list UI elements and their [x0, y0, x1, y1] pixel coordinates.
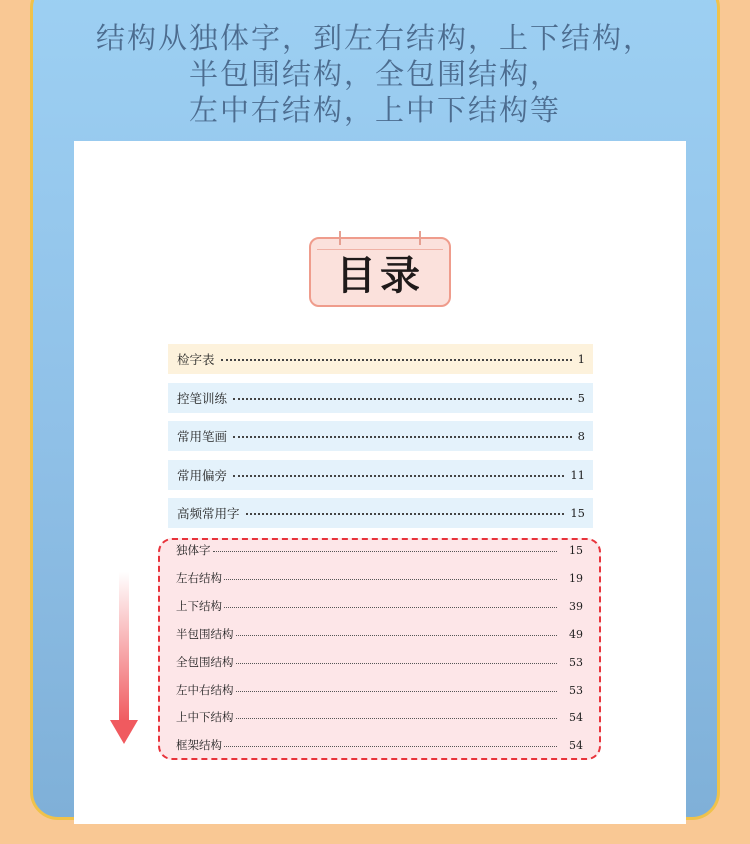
toc-subrow-label: 上中下结构 — [176, 710, 234, 724]
toc-subrow — [176, 596, 583, 616]
toc-row-page: 8 — [577, 429, 585, 443]
toc-subrow-label: 上下结构 — [176, 599, 222, 613]
toc-subrow-page: 54 — [569, 738, 583, 752]
dot-leader — [236, 691, 558, 692]
toc-title-box — [309, 237, 451, 307]
toc-subrow-page: 19 — [569, 571, 583, 585]
title-box-line — [317, 249, 443, 250]
toc-subrow — [176, 707, 583, 727]
toc-subrow-label: 独体字 — [176, 543, 211, 557]
dot-leader — [236, 635, 558, 636]
down-arrow-icon — [110, 572, 138, 746]
headline — [0, 20, 750, 128]
toc-subrow — [176, 568, 583, 588]
toc-subrow — [176, 680, 583, 700]
toc-subrow — [176, 735, 583, 755]
toc-row-label: 检字表 — [177, 352, 215, 367]
dot-leader — [233, 398, 572, 400]
toc-row — [168, 460, 593, 490]
dot-leader — [233, 475, 564, 477]
headline-line-2: 半包围结构，全包围结构， — [188, 57, 561, 91]
toc-row-page: 1 — [577, 352, 585, 366]
toc-row — [168, 344, 593, 374]
toc-subrow-page: 15 — [569, 543, 583, 557]
toc-row-label: 常用笔画 — [177, 429, 228, 444]
toc-subrow-label: 全包围结构 — [176, 655, 234, 669]
toc-subrow — [176, 540, 583, 560]
toc-subrow — [176, 652, 583, 672]
toc-row-page: 15 — [570, 506, 585, 520]
toc-title: 目录 — [336, 252, 424, 299]
binder-ring-right — [419, 231, 421, 245]
toc-row — [168, 498, 593, 528]
toc-row-page: 11 — [570, 467, 585, 482]
headline-line-3: 左中右结构，上中下结构等 — [188, 93, 561, 127]
toc-subrow-label: 半包围结构 — [176, 627, 234, 641]
headline-line-1: 结构从独体字，到左右结构，上下结构， — [95, 21, 654, 55]
toc-subrow-page: 54 — [569, 710, 583, 724]
structure-highlight-box — [158, 538, 601, 760]
toc-subrow-label: 框架结构 — [176, 738, 222, 752]
toc-subrow-label: 左右结构 — [176, 571, 222, 585]
toc-subrow-page: 53 — [569, 655, 583, 669]
toc-row-page: 5 — [577, 390, 585, 405]
dot-leader — [224, 746, 557, 747]
dot-leader — [221, 359, 572, 361]
binder-ring-left — [339, 231, 341, 245]
book-page — [74, 141, 686, 824]
toc-row-label: 高频常用字 — [177, 506, 240, 521]
toc-subrow — [176, 624, 583, 644]
dot-leader — [213, 551, 558, 552]
dot-leader — [246, 513, 565, 515]
toc-subrow-page: 53 — [569, 683, 583, 697]
dot-leader — [224, 579, 557, 580]
dot-leader — [233, 436, 572, 438]
toc-row-label: 常用偏旁 — [177, 467, 228, 483]
dot-leader — [236, 663, 558, 664]
dot-leader — [224, 607, 557, 608]
toc-row — [168, 383, 593, 413]
toc-row-label: 控笔训练 — [177, 390, 228, 406]
toc-subrow-page: 49 — [569, 627, 583, 641]
toc-subrow-label: 左中右结构 — [176, 683, 234, 697]
toc-row — [168, 421, 593, 451]
dot-leader — [236, 718, 558, 719]
toc-subrow-page: 39 — [569, 599, 583, 613]
toc-main-list — [168, 344, 593, 537]
